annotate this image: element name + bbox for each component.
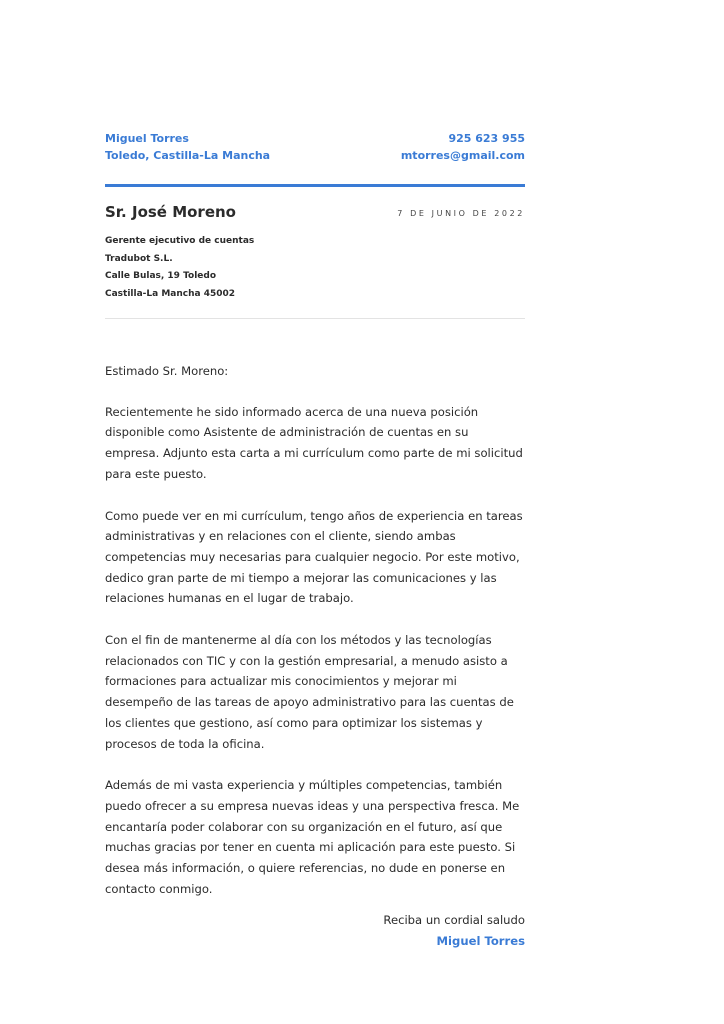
recipient-street: Calle Bulas, 19 Toledo — [105, 271, 217, 281]
sender-name-location — [105, 130, 270, 164]
letter-date: 7 DE JUNIO DE 2022 — [397, 209, 525, 218]
recipient-title: Gerente ejecutivo de cuentas — [105, 236, 255, 246]
body-paragraph: Además de mi vasta experiencia y múltiples competencias, también puedo ofrecer a su empresa nuevas ideas y una perspectiva fresca. Me encantaría poder colaborar con su organización en el futuro, así que muchas gracias por tener en cuenta mi aplicación para este puesto. Si desea más información, o quiere referencias, no dude en ponerse en contacto conmigo. — [105, 778, 520, 896]
sender-name: Miguel Torres — [105, 132, 189, 145]
body-paragraph: Con el fin de mantenerme al día con los métodos y las tecnologías relacionados con TIC y con la gestión empresarial, a menudo asisto a formaciones para actualizar mis conocimientos y mejorar mi desempeño de las tareas de apoyo administrativo para las cuentas de los clientes que gestiono, así como para optimizar los sistemas y procesos de toda la oficina. — [105, 633, 514, 751]
closing-phrase: Reciba un cordial saludo — [383, 913, 525, 927]
signature-name: Miguel Torres — [436, 934, 525, 948]
sender-phone: 925 623 955 — [448, 132, 525, 145]
address-divider — [105, 318, 525, 319]
recipient-name: Sr. José Moreno — [105, 203, 236, 221]
recipient-address — [105, 233, 254, 303]
sender-location: Toledo, Castilla-La Mancha — [105, 149, 271, 162]
letter-body — [105, 361, 525, 920]
sender-contact — [401, 130, 525, 164]
salutation: Estimado Sr. Moreno: — [105, 364, 229, 378]
recipient-company: Tradubot S.L. — [105, 253, 173, 264]
body-paragraph: Recientemente he sido informado acerca de una nueva posición disponible como Asistente de administración de cuentas en su empresa. Adjunto esta carta a mi currículum como parte de mi solicitud para este puesto. — [105, 404, 523, 481]
letter-closing — [383, 910, 525, 952]
body-paragraph: Como puede ver en mi currículum, tengo años de experiencia en tareas administrativas y en relaciones con el cliente, siendo ambas competencias muy necesarias para cualquier negocio. Por este motivo, dedico gran parte de mi tiempo a mejorar las comunicaciones y las relaciones humanas en el lugar de trabajo. — [105, 508, 523, 606]
recipient-region: Castilla-La Mancha 45002 — [105, 288, 236, 299]
sender-email: mtorres@gmail.com — [400, 149, 525, 162]
header-divider — [105, 184, 525, 187]
